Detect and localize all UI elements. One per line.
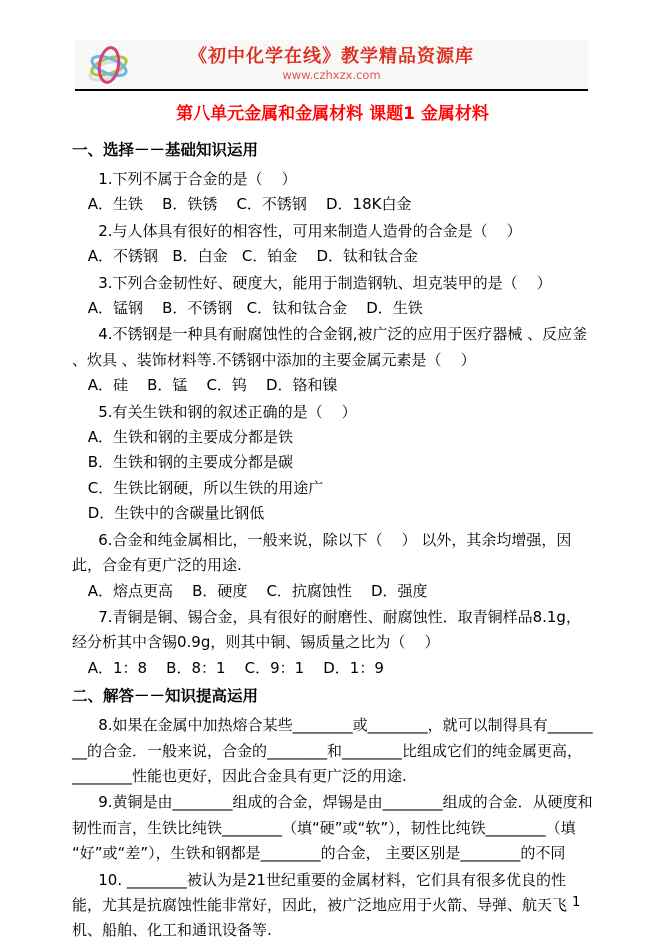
question-8: [72, 713, 593, 789]
question-3: [72, 271, 593, 322]
header-divider-line: [75, 89, 588, 91]
question-5-option-c: C．生铁比钢硬，所以生铁的用途广: [87, 478, 324, 497]
question-5-stem: 5.有关生铁和钢的叙述正确的是（ ）: [98, 402, 357, 421]
question-1: [72, 167, 593, 218]
question-8-stem: 8.如果在金属中加热熔合某些________或________，就可以制得具有________的合金．一般来说，合金的________和________比组成它们的纯金属更高， ________性能也更好，因此合金具有更广泛的用途.: [72, 716, 593, 785]
question-10-stem: 10. ________被认为是21世纪重要的金属材料，它们具有很多优良的性能，尤其是抗腐蚀性能非常好，因此，被广泛地应用于火箭、导弹、航天飞机、船舶、化工和通讯设备等.: [72, 870, 568, 940]
question-6: [72, 528, 593, 604]
question-7-options: A．1：8 B．8：1 C．9：1 D．1：9: [87, 658, 384, 677]
question-4: [72, 322, 593, 398]
question-5-option-a: A．生铁和钢的主要成分都是铁: [87, 428, 294, 447]
question-3-stem: 3.下列合金韧性好、硬度大，能用于制造钢轨、坦克装甲的是（ ）: [98, 273, 552, 292]
section-1-heading: 一、选择－－基础知识运用: [72, 141, 259, 159]
question-2: [72, 219, 593, 270]
question-2-options: A．不锈钢 B．白金 C．铂金 D．钛和钛合金: [87, 247, 419, 266]
site-name: 《初中化学在线》教学精品资源库: [189, 46, 474, 67]
question-4-stem: 4.不锈钢是一种具有耐腐蚀性的合金钢,被广泛的应用于医疗器械 、反应釜 、炊具 、装饰材料等.不锈钢中添加的主要金属元素是（ ）: [72, 325, 592, 369]
question-9-stem: 9.黄铜是由________组成的合金，焊锡是由________组成的合金．从硬度和韧性而言，生铁比纯铁________（填“硬”或“软”），韧性比纯铁________（填“好”或“差”），生铁和钢都是________的合金， 主要区别是________的不同: [72, 793, 593, 863]
question-2-stem: 2.与人体具有很好的相容性，可用来制造人造骨的合金是（ ）: [98, 221, 522, 240]
question-6-stem: 6.合金和纯金属相比，一般来说，除以下（ ） 以外，其余均增强，因此，合金有更广泛的用途.: [72, 530, 572, 575]
question-4-options: A．硅 B．锰 C．钨 D．铬和镍: [87, 376, 338, 395]
site-header-banner: [75, 40, 588, 89]
question-1-stem: 1.下列不属于合金的是（ ）: [98, 170, 297, 188]
question-6-options: A．熔点更高 B．硬度 C．抗腐蚀性 D．强度: [87, 581, 428, 600]
section-2-heading: 二、解答－－知识提高运用: [72, 687, 259, 706]
question-9: [72, 790, 593, 866]
page-number: 1: [572, 895, 581, 910]
document-title: 第八单元金属和金属材料 课题1 金属材料: [176, 104, 489, 124]
question-5-option-d: D．生铁中的含碳量比钢低: [87, 504, 265, 523]
document-content: [72, 98, 593, 945]
question-7-stem: 7.青铜是铜、锡合金，具有很好的耐磨性、耐腐蚀性．取青铜样品8.1g，经分析其中含锡0.9g，则其中铜、锡质量之比为（ ）: [72, 607, 581, 652]
question-10: [72, 868, 593, 944]
question-5: [72, 400, 593, 527]
question-7: [72, 605, 593, 681]
site-url-link[interactable]: www.czhxzx.com: [282, 68, 381, 82]
question-5-option-b: B．生铁和钢的主要成分都是碳: [87, 453, 294, 472]
banner-text-block: [75, 40, 588, 89]
question-1-options: A．生铁 B．铁锈 C．不锈钢 D．18K白金: [87, 195, 412, 214]
question-3-options: A．锰钢 B．不锈钢 C．钛和钛合金 D．生铁: [87, 299, 423, 318]
